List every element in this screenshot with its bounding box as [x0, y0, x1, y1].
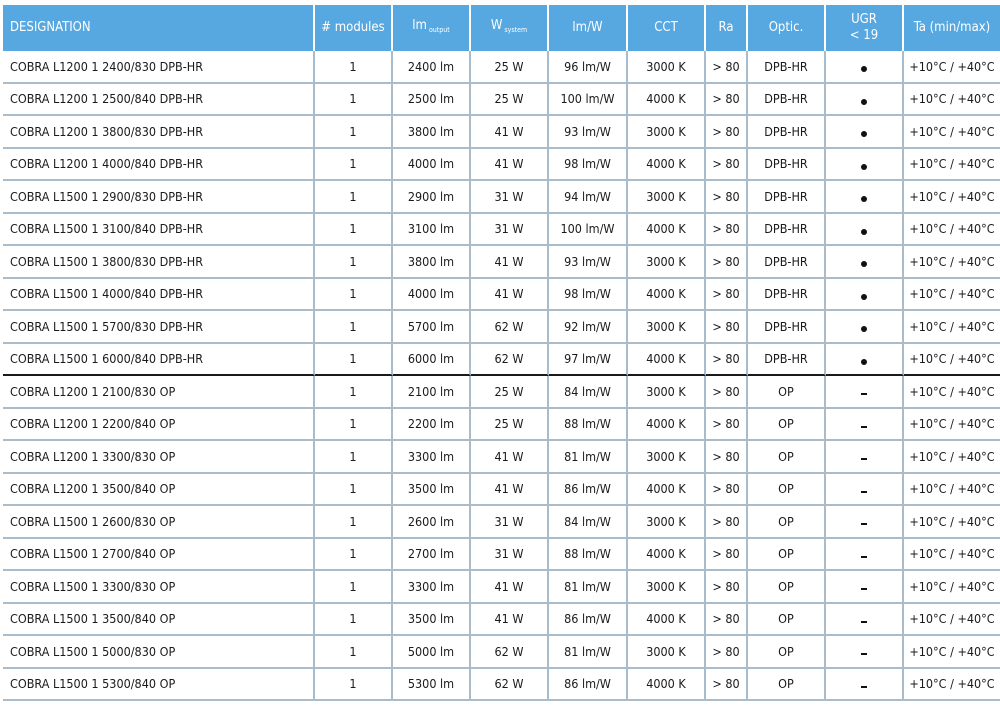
cell-ambient-temperature: +10°C / +40°C: [904, 84, 1000, 117]
cell-ra: > 80: [706, 279, 748, 312]
dot-icon: [861, 196, 867, 202]
cell-lumen-output: 2200 lm: [393, 409, 471, 442]
cell-efficacy: 92 lm/W: [549, 311, 628, 344]
table-row: [3, 181, 1000, 214]
cell-optic: OP: [748, 376, 826, 409]
dash-icon: [861, 393, 867, 395]
cell-modules: 1: [315, 669, 393, 702]
cell-ugr: [826, 474, 904, 507]
cell-ambient-temperature: +10°C / +40°C: [904, 181, 1000, 214]
cell-ra: > 80: [706, 474, 748, 507]
cell-designation: COBRA L1500 1 4000/840 DPB-HR: [3, 279, 315, 312]
cell-modules: 1: [315, 539, 393, 572]
dot-icon: [861, 131, 867, 137]
cell-cct: 3000 K: [628, 311, 706, 344]
cell-optic: OP: [748, 539, 826, 572]
table-row: [3, 149, 1000, 182]
cell-wattage: 62 W: [471, 669, 549, 702]
cell-ambient-temperature: +10°C / +40°C: [904, 571, 1000, 604]
cell-optic: OP: [748, 409, 826, 442]
cell-ra: > 80: [706, 669, 748, 702]
cell-lumen-output: 2400 lm: [393, 51, 471, 84]
cell-wattage: 25 W: [471, 376, 549, 409]
header-wattage-main: W: [490, 18, 503, 33]
dot-icon: [861, 229, 867, 235]
cell-ugr: [826, 604, 904, 637]
cell-modules: 1: [315, 246, 393, 279]
cell-ra: > 80: [706, 344, 748, 377]
cell-wattage: 41 W: [471, 149, 549, 182]
table-row: [3, 539, 1000, 572]
cell-efficacy: 86 lm/W: [549, 474, 628, 507]
cell-ambient-temperature: +10°C / +40°C: [904, 409, 1000, 442]
dash-icon: [861, 523, 867, 525]
cell-ra: > 80: [706, 571, 748, 604]
cell-modules: 1: [315, 84, 393, 117]
cell-ra: > 80: [706, 311, 748, 344]
cell-designation: COBRA L1200 1 2500/840 DPB-HR: [3, 84, 315, 117]
cell-wattage: 62 W: [471, 636, 549, 669]
cell-optic: DPB-HR: [748, 344, 826, 377]
header-ugr-line2: < 19: [849, 28, 879, 43]
cell-wattage: 41 W: [471, 279, 549, 312]
cell-ugr: [826, 214, 904, 247]
dash-icon: [861, 653, 867, 655]
cell-cct: 4000 K: [628, 279, 706, 312]
cell-lumen-output: 5300 lm: [393, 669, 471, 702]
cell-ambient-temperature: +10°C / +40°C: [904, 539, 1000, 572]
cell-efficacy: 86 lm/W: [549, 604, 628, 637]
header-wattage-system: [471, 5, 549, 51]
cell-ambient-temperature: +10°C / +40°C: [904, 506, 1000, 539]
cell-ugr: [826, 506, 904, 539]
cell-wattage: 25 W: [471, 51, 549, 84]
cell-cct: 3000 K: [628, 181, 706, 214]
table-header-row: [3, 5, 1000, 51]
cell-ugr: [826, 246, 904, 279]
cell-cct: 4000 K: [628, 149, 706, 182]
cell-wattage: 62 W: [471, 344, 549, 377]
dash-icon: [861, 621, 867, 623]
cell-wattage: 31 W: [471, 539, 549, 572]
table-row: [3, 279, 1000, 312]
cell-ra: > 80: [706, 214, 748, 247]
cell-ra: > 80: [706, 246, 748, 279]
cell-efficacy: 86 lm/W: [549, 669, 628, 702]
cell-optic: DPB-HR: [748, 246, 826, 279]
cell-cct: 3000 K: [628, 116, 706, 149]
cell-ugr: [826, 181, 904, 214]
cell-wattage: 62 W: [471, 311, 549, 344]
cell-efficacy: 100 lm/W: [549, 84, 628, 117]
cell-efficacy: 96 lm/W: [549, 51, 628, 84]
cell-optic: DPB-HR: [748, 116, 826, 149]
cell-ugr: [826, 51, 904, 84]
cell-wattage: 25 W: [471, 84, 549, 117]
cell-wattage: 31 W: [471, 214, 549, 247]
cell-lumen-output: 2100 lm: [393, 376, 471, 409]
cell-lumen-output: 4000 lm: [393, 149, 471, 182]
cell-lumen-output: 2900 lm: [393, 181, 471, 214]
cell-wattage: 31 W: [471, 181, 549, 214]
cell-efficacy: 88 lm/W: [549, 539, 628, 572]
cell-ra: > 80: [706, 84, 748, 117]
cell-cct: 4000 K: [628, 409, 706, 442]
dot-icon: [861, 326, 867, 332]
cell-efficacy: 81 lm/W: [549, 441, 628, 474]
cell-lumen-output: 3500 lm: [393, 604, 471, 637]
cell-efficacy: 93 lm/W: [549, 116, 628, 149]
cell-optic: DPB-HR: [748, 149, 826, 182]
cell-efficacy: 97 lm/W: [549, 344, 628, 377]
dot-icon: [861, 359, 867, 365]
cell-lumen-output: 3800 lm: [393, 116, 471, 149]
table-row: [3, 116, 1000, 149]
table-row: [3, 571, 1000, 604]
cell-ra: > 80: [706, 116, 748, 149]
cell-wattage: 41 W: [471, 441, 549, 474]
dash-icon: [861, 458, 867, 460]
cell-optic: OP: [748, 669, 826, 702]
cell-lumen-output: 2700 lm: [393, 539, 471, 572]
cell-ra: > 80: [706, 409, 748, 442]
cell-efficacy: 93 lm/W: [549, 246, 628, 279]
cell-wattage: 31 W: [471, 506, 549, 539]
cell-efficacy: 81 lm/W: [549, 636, 628, 669]
table-body: [3, 51, 1000, 701]
cell-ambient-temperature: +10°C / +40°C: [904, 344, 1000, 377]
table-row: [3, 474, 1000, 507]
cell-ambient-temperature: +10°C / +40°C: [904, 604, 1000, 637]
dot-icon: [861, 261, 867, 267]
cell-cct: 4000 K: [628, 474, 706, 507]
cell-cct: 4000 K: [628, 84, 706, 117]
cell-designation: COBRA L1500 1 5300/840 OP: [3, 669, 315, 702]
header-ugr: [826, 5, 904, 51]
cell-ambient-temperature: +10°C / +40°C: [904, 149, 1000, 182]
cell-lumen-output: 2600 lm: [393, 506, 471, 539]
cell-ugr: [826, 84, 904, 117]
cell-ra: > 80: [706, 441, 748, 474]
dash-icon: [861, 588, 867, 590]
header-lumen-sub: output: [428, 26, 450, 34]
cell-designation: COBRA L1500 1 2700/840 OP: [3, 539, 315, 572]
cell-modules: 1: [315, 474, 393, 507]
cell-modules: 1: [315, 409, 393, 442]
cell-ra: > 80: [706, 539, 748, 572]
cell-lumen-output: 3800 lm: [393, 246, 471, 279]
header-efficacy: lm/W: [549, 5, 628, 51]
cell-ra: > 80: [706, 181, 748, 214]
cell-modules: 1: [315, 571, 393, 604]
cell-ugr: [826, 279, 904, 312]
cell-optic: DPB-HR: [748, 51, 826, 84]
cell-cct: 3000 K: [628, 376, 706, 409]
cell-modules: 1: [315, 604, 393, 637]
cell-ra: > 80: [706, 636, 748, 669]
cell-designation: COBRA L1500 1 5000/830 OP: [3, 636, 315, 669]
cell-modules: 1: [315, 311, 393, 344]
cell-ambient-temperature: +10°C / +40°C: [904, 636, 1000, 669]
cell-ugr: [826, 441, 904, 474]
cell-optic: OP: [748, 441, 826, 474]
cell-ambient-temperature: +10°C / +40°C: [904, 246, 1000, 279]
cell-ra: > 80: [706, 51, 748, 84]
cell-ugr: [826, 116, 904, 149]
cell-ambient-temperature: +10°C / +40°C: [904, 214, 1000, 247]
cell-modules: 1: [315, 149, 393, 182]
cell-modules: 1: [315, 51, 393, 84]
table-row: [3, 604, 1000, 637]
cell-ugr: [826, 409, 904, 442]
cell-optic: DPB-HR: [748, 181, 826, 214]
cell-cct: 4000 K: [628, 669, 706, 702]
cell-modules: 1: [315, 344, 393, 377]
table-row: [3, 441, 1000, 474]
header-modules: # modules: [315, 5, 393, 51]
table-row: [3, 311, 1000, 344]
cell-optic: DPB-HR: [748, 214, 826, 247]
cell-designation: COBRA L1200 1 2400/830 DPB-HR: [3, 51, 315, 84]
cell-wattage: 41 W: [471, 246, 549, 279]
cell-designation: COBRA L1500 1 2600/830 OP: [3, 506, 315, 539]
cell-modules: 1: [315, 279, 393, 312]
table-row: [3, 409, 1000, 442]
cell-designation: COBRA L1200 1 3300/830 OP: [3, 441, 315, 474]
cell-designation: COBRA L1500 1 6000/840 DPB-HR: [3, 344, 315, 377]
cell-wattage: 41 W: [471, 474, 549, 507]
cell-ugr: [826, 311, 904, 344]
cell-modules: 1: [315, 214, 393, 247]
header-cct: CCT: [628, 5, 706, 51]
cell-efficacy: 84 lm/W: [549, 506, 628, 539]
header-lumen-output: [393, 5, 471, 51]
cell-optic: OP: [748, 636, 826, 669]
cell-modules: 1: [315, 376, 393, 409]
table-row: [3, 84, 1000, 117]
cell-efficacy: 84 lm/W: [549, 376, 628, 409]
cell-designation: COBRA L1500 1 5700/830 DPB-HR: [3, 311, 315, 344]
cell-cct: 3000 K: [628, 636, 706, 669]
cell-optic: OP: [748, 604, 826, 637]
cell-modules: 1: [315, 116, 393, 149]
cell-lumen-output: 5000 lm: [393, 636, 471, 669]
cell-ambient-temperature: +10°C / +40°C: [904, 474, 1000, 507]
cell-lumen-output: 6000 lm: [393, 344, 471, 377]
header-lumen-main: lm: [412, 18, 427, 33]
cell-ugr: [826, 344, 904, 377]
cell-ra: > 80: [706, 376, 748, 409]
cell-modules: 1: [315, 636, 393, 669]
header-ugr-line1: UGR: [851, 12, 877, 27]
cell-cct: 3000 K: [628, 51, 706, 84]
dot-icon: [861, 66, 867, 72]
cell-modules: 1: [315, 181, 393, 214]
header-wattage-sub: system: [504, 26, 528, 34]
cell-lumen-output: 3100 lm: [393, 214, 471, 247]
cell-cct: 3000 K: [628, 246, 706, 279]
cell-designation: COBRA L1500 1 3300/830 OP: [3, 571, 315, 604]
cell-ambient-temperature: +10°C / +40°C: [904, 441, 1000, 474]
header-ra: Ra: [706, 5, 748, 51]
cell-ugr: [826, 149, 904, 182]
cell-optic: DPB-HR: [748, 279, 826, 312]
cell-efficacy: 98 lm/W: [549, 279, 628, 312]
cell-cct: 3000 K: [628, 441, 706, 474]
dash-icon: [861, 556, 867, 558]
cell-ra: > 80: [706, 149, 748, 182]
table-row: [3, 506, 1000, 539]
dot-icon: [861, 99, 867, 105]
cell-ugr: [826, 669, 904, 702]
header-ambient-temperature: Ta (min/max): [904, 5, 1000, 51]
cell-modules: 1: [315, 506, 393, 539]
cell-designation: COBRA L1200 1 3800/830 DPB-HR: [3, 116, 315, 149]
cell-designation: COBRA L1200 1 3500/840 OP: [3, 474, 315, 507]
cell-cct: 4000 K: [628, 539, 706, 572]
cell-ambient-temperature: +10°C / +40°C: [904, 669, 1000, 702]
cell-wattage: 41 W: [471, 571, 549, 604]
cell-ra: > 80: [706, 604, 748, 637]
dot-icon: [861, 294, 867, 300]
cell-cct: 4000 K: [628, 214, 706, 247]
table-row: [3, 51, 1000, 84]
cell-lumen-output: 2500 lm: [393, 84, 471, 117]
cell-ugr: [826, 539, 904, 572]
cell-ambient-temperature: +10°C / +40°C: [904, 51, 1000, 84]
table-row: [3, 246, 1000, 279]
product-spec-table: [3, 5, 1000, 701]
cell-lumen-output: 5700 lm: [393, 311, 471, 344]
dash-icon: [861, 491, 867, 493]
cell-efficacy: 98 lm/W: [549, 149, 628, 182]
cell-wattage: 41 W: [471, 604, 549, 637]
cell-cct: 3000 K: [628, 506, 706, 539]
table-row: [3, 376, 1000, 409]
cell-ambient-temperature: +10°C / +40°C: [904, 376, 1000, 409]
cell-efficacy: 81 lm/W: [549, 571, 628, 604]
table-row: [3, 636, 1000, 669]
cell-optic: OP: [748, 506, 826, 539]
cell-ugr: [826, 571, 904, 604]
cell-optic: DPB-HR: [748, 84, 826, 117]
cell-wattage: 41 W: [471, 116, 549, 149]
cell-efficacy: 100 lm/W: [549, 214, 628, 247]
cell-ambient-temperature: +10°C / +40°C: [904, 116, 1000, 149]
cell-optic: DPB-HR: [748, 311, 826, 344]
cell-designation: COBRA L1200 1 2100/830 OP: [3, 376, 315, 409]
table-row: [3, 344, 1000, 377]
cell-ugr: [826, 376, 904, 409]
cell-optic: OP: [748, 474, 826, 507]
cell-ugr: [826, 636, 904, 669]
cell-wattage: 25 W: [471, 409, 549, 442]
cell-efficacy: 88 lm/W: [549, 409, 628, 442]
cell-lumen-output: 3500 lm: [393, 474, 471, 507]
cell-lumen-output: 3300 lm: [393, 441, 471, 474]
header-optic: Optic.: [748, 5, 826, 51]
table-row: [3, 214, 1000, 247]
header-designation: DESIGNATION: [3, 5, 315, 51]
cell-designation: COBRA L1500 1 3800/830 DPB-HR: [3, 246, 315, 279]
cell-efficacy: 94 lm/W: [549, 181, 628, 214]
cell-cct: 4000 K: [628, 344, 706, 377]
cell-lumen-output: 3300 lm: [393, 571, 471, 604]
cell-designation: COBRA L1500 1 3100/840 DPB-HR: [3, 214, 315, 247]
dash-icon: [861, 686, 867, 688]
cell-designation: COBRA L1200 1 4000/840 DPB-HR: [3, 149, 315, 182]
cell-designation: COBRA L1500 1 2900/830 DPB-HR: [3, 181, 315, 214]
cell-ra: > 80: [706, 506, 748, 539]
cell-cct: 4000 K: [628, 604, 706, 637]
dash-icon: [861, 426, 867, 428]
cell-cct: 3000 K: [628, 571, 706, 604]
cell-ambient-temperature: +10°C / +40°C: [904, 311, 1000, 344]
cell-designation: COBRA L1200 1 2200/840 OP: [3, 409, 315, 442]
cell-designation: COBRA L1500 1 3500/840 OP: [3, 604, 315, 637]
dot-icon: [861, 164, 867, 170]
cell-ambient-temperature: +10°C / +40°C: [904, 279, 1000, 312]
cell-optic: OP: [748, 571, 826, 604]
cell-modules: 1: [315, 441, 393, 474]
table-row: [3, 669, 1000, 702]
cell-lumen-output: 4000 lm: [393, 279, 471, 312]
